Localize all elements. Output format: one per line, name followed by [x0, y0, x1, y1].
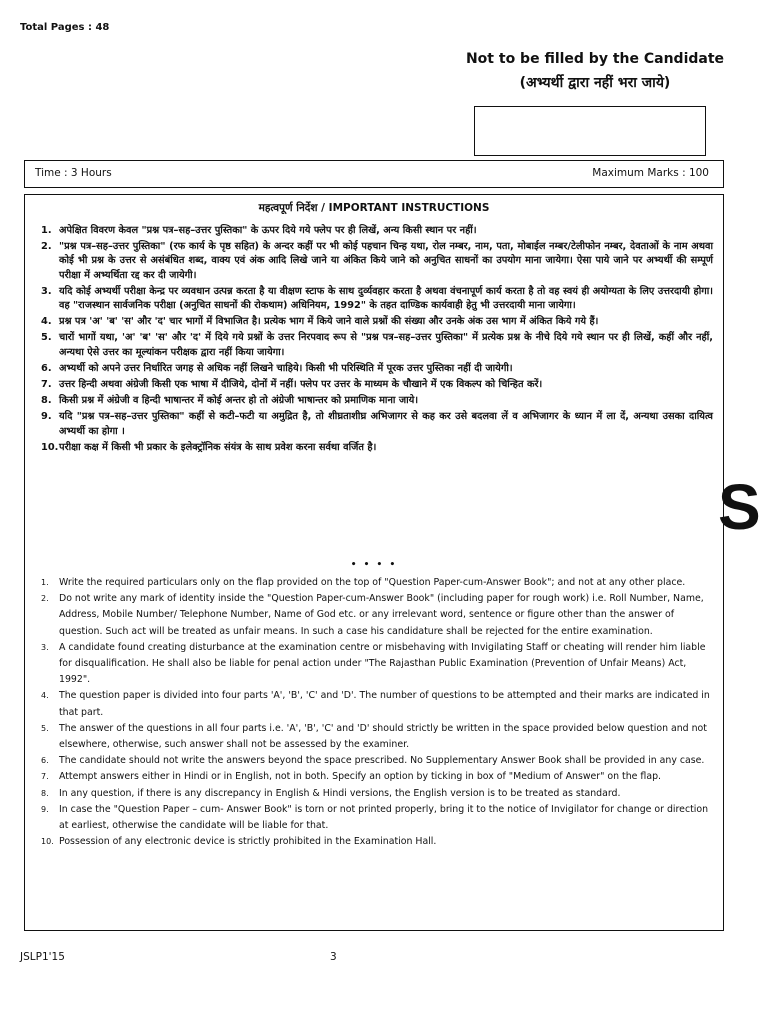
list-item: 8. In any question, if there is any discrepancy in English & Hindi versions, the English version is to be treated as standard.: [41, 787, 621, 799]
english-instructions-list: [41, 575, 713, 850]
total-pages-label: Total Pages : 48: [20, 22, 110, 33]
page-number: 3: [330, 951, 337, 963]
list-item: 7. Attempt answers either in Hindi or in English, not in both. Specify an option by ticking in box of "Medium of Answer" on the flap.: [41, 771, 662, 783]
list-item: 10. Possession of any electronic device is strictly prohibited in the Examination Hall.: [41, 836, 437, 848]
list-item: 7. उत्तर हिन्दी अथवा अंग्रेजी किसी एक भाषा में दीजिये, दोनों में नहीं। फ्लेप पर उत्तर के माध्यम के चौखाने में एक विकल्प को चिन्हित करें।: [41, 379, 543, 391]
list-item: 6. The candidate should not write the answers beyond the space prescribed. No Supplementary Answer Book shall be provided in any case.: [41, 755, 705, 767]
list-item: 9. In case the "Question Paper – cum- Answer Book" is torn or not printed properly, bring it to the notice of Invigilator for change or direction at earliest, otherwise the candidate will be liable for that.: [41, 803, 709, 832]
list-item: 8. किसी प्रश्न में अंग्रेजी व हिन्दी भाषान्तर में कोई अन्तर हो तो अंग्रेजी भाषान्तर को प्रमाणिक माना जाये।: [41, 395, 419, 407]
list-item: 1. अपेक्षित विवरण केवल "प्रश्न पत्र–सह–उत्तर पुस्तिका" के ऊपर दिये गये फ्लेप पर ही लिखें, अन्य किसी स्थान पर नहीं।: [41, 225, 477, 236]
instructions-heading: महत्वपूर्ण निर्देश / IMPORTANT INSTRUCTIONS: [258, 202, 490, 214]
list-item: 5. चारों भागों यथा, 'अ' 'ब' 'स' और 'द' में दिये गये प्रश्नों के उत्तर निरपवाद रूप से "प्रश्न पत्र–सह–उत्तर पुस्तिका" में प्रत्येक प्रश्न के नीचे दिये गये स्थान पर ही लिखें, कहीं और नहीं, अन्यथा ऐसे उत्तर का मूल्यांकन परीक्षक द्वारा नहीं किया जायेगा।: [41, 332, 713, 358]
list-item: 1. Write the required particulars only on the flap provided on the top of "Question Paper-cum-Answer Book"; and not at any other place.: [41, 577, 686, 588]
exam-info-bar: [24, 160, 724, 188]
list-item: 4. प्रश्न पत्र 'अ' 'ब' 'स' और 'द' चार भागों में विभाजित है। प्रत्येक भाग में किये जाने वाले प्रश्नों की संख्या और उनके अंक उस भाग में अंकित किये गये हैं।: [41, 316, 599, 328]
list-item: 4. The question paper is divided into four parts 'A', 'B', 'C' and 'D'. The number of questions to be attempted and their marks are indicated in that part.: [41, 690, 710, 718]
list-item: 2. "प्रश्न पत्र–सह–उत्तर पुस्तिका" (रफ कार्य के पृष्ठ सहित) के अन्दर कहीं पर भी कोई पहचान चिन्ह यथा, रोल नम्बर, नाम, पता, मोबाईल नम्बर/टेलीफोन नम्बर, देवताओं के नाम अथवा कोई भी प्रश्न के उत्तर से असंबंधित शब्द, वाक्य एवं अंक आदि लिखे जाने या अंकित किये जाने को अनुचित साधनों का उपयोग माना जायेगा। ऐसा पाये जाने पर अभ्यर्थी की सम्पूर्ण परीक्षा में अभ्यर्थिता रद्द कर दी जायेगी।: [41, 241, 713, 281]
list-item: 2. Do not write any mark of identity inside the "Question Paper-cum-Answer Book" (including paper for rough work) i.e. Roll Number, Name, Address, Mobile Number/ Telephone Number, Name of God etc. or any irrelevant word, sentence or figure other than the answer of question. Such act will be treated as unfair means. In such a case his candidature shall be rejected for the entire examination.: [41, 593, 704, 637]
paper-code: JSLP1'15: [20, 951, 65, 963]
not-filled-title-hindi: (अभ्यर्थी द्वारा नहीं भरा जाये): [519, 75, 671, 91]
office-use-box: [474, 106, 706, 156]
time-label: Time : 3 Hours: [35, 167, 112, 179]
hindi-instructions-list: [41, 224, 713, 457]
max-marks-label: Maximum Marks : 100: [592, 167, 709, 179]
list-item: 6. अभ्यर्थी को अपने उत्तर निर्धारित जगह से अधिक नहीं लिखने चाहिये। किसी भी परिस्थिति में पूरक उत्तर पुस्तिका नहीं दी जायेगी।: [41, 362, 513, 374]
list-item: 3. A candidate found creating disturbance at the examination centre or misbehaving with Invigilating Staff or cheating will render him liable for disqualification. He shall also be liable for penal action under "The Rajasthan Public Examination (Prevention of Unfair Means) Act, 1992".: [41, 641, 706, 686]
section-separator: • • • •: [350, 560, 398, 570]
list-item: 10. परीक्षा कक्ष में किसी भी प्रकार के इलेक्ट्रॉनिक संयंत्र के साथ प्रवेश करना सर्वथा वर्जित है।: [41, 441, 377, 453]
list-item: 9. यदि "प्रश्न पत्र–सह–उत्तर पुस्तिका" कहीं से कटी–फटी या अमुद्रित है, तो शीघ्रताशीघ्र अभिजागर से कह कर उसे बदलवा लें व अभिजागर के ध्यान में ला दें, अन्यथा उसका दायित्व अभ्यर्थी का होगा ।: [41, 411, 713, 437]
list-item: 5. The answer of the questions in all four parts i.e. 'A', 'B', 'C' and 'D' should strictly be written in the space provided below question and not elsewhere, otherwise, such answer shall not be assessed by the examiner.: [41, 722, 707, 751]
not-filled-title: Not to be filled by the Candidate: [465, 51, 725, 67]
series-letter-mark: S: [718, 471, 761, 543]
list-item: 3. यदि कोई अभ्यर्थी परीक्षा केन्द्र पर व्यवधान उत्पन्न करता है या वीक्षण स्टाफ के साथ दुर्व्यवहार करता है अथवा वंचनापूर्ण कार्य करता है तो वह स्वयं ही अयोग्यता के लिए उत्तरदायी होगा। वह "राजस्थान सार्वजनिक परीक्षा (अनुचित साधनों की रोकथाम) अधिनियम, 1992" के तहत दाण्डिक कार्यवाही हेतु भी उत्तरदायी माना जायेगा।: [41, 285, 713, 312]
